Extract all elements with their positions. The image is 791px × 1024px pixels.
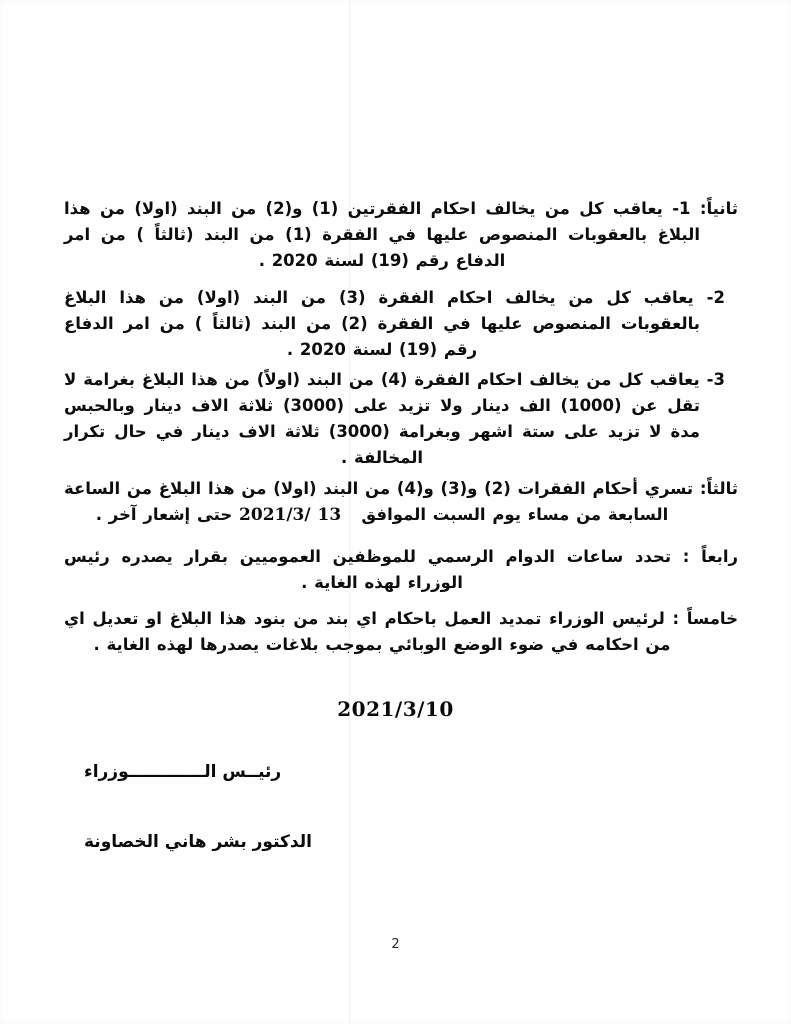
clause-fourth: رابعاً : تحدد ساعات الدوام الرسمي للموظفين العموميين بقرار يصدره رئيس الوزراء لهذه الغاية . <box>64 547 738 592</box>
clause-third <box>64 476 738 528</box>
clause-second-item-2: 2- يعاقب كل من يخالف احكام الفقرة (3) من البند (اولا) من هذا البلاغ بالعقوبات المنصوص عليها في الفقرة (2) من البند (ثالثاً ) من امر الدفاع رقم (19) لسنة 2020 . <box>64 288 725 359</box>
document-body <box>64 0 738 658</box>
clause-third-effective-date: 2021/3/ 13 <box>239 505 342 525</box>
signature-title-prime-minister: رئيــس الـــــــــــــوزراء <box>84 762 282 782</box>
page-number: 2 <box>391 937 400 952</box>
document-issue-date: 2021/3/10 <box>337 697 454 721</box>
signature-name: الدكتور بشر هاني الخصاونة <box>84 832 312 852</box>
clause-second-item-3: 3- يعاقب كل من يخالف احكام الفقرة (4) من البند (اولاً) من هذا البلاغ بغرامة لا تقل عن (1000) الف دينار ولا تزيد على (3000) ثلاثة الاف دينار وبالحبس مدة لا تزيد على ستة اشهر وبغرامة (3000) ثلاثة الاف دينار في حال تكرار المخالفة . <box>64 370 725 467</box>
clause-third-text-after-date: حتى إشعار آخر . <box>95 505 240 524</box>
clause-third-text-before-date: ثالثاً: تسري أحكام الفقرات (2) و(3) و(4) من البند (اولا) من هذا البلاغ من الساعة السابعة من مساء يوم السبت الموافق <box>64 479 739 524</box>
clause-fifth: خامساً : لرئيس الوزراء تمديد العمل باحكام اي بند من بنود هذا البلاغ او تعديل اي من احكامه في ضوء الوضع الوبائي بموجب بلاغات يصدرها لهذه الغاية . <box>64 609 738 654</box>
clause-second-item-1: ثانياً: 1- يعاقب كل من يخالف احكام الفقرتين (1) و(2) من البند (اولا) من هذا البلاغ بالعقوبات المنصوص عليها في الفقرة (1) من البند (ثالثاً ) من امر الدفاع رقم (19) لسنة 2020 . <box>64 199 738 270</box>
